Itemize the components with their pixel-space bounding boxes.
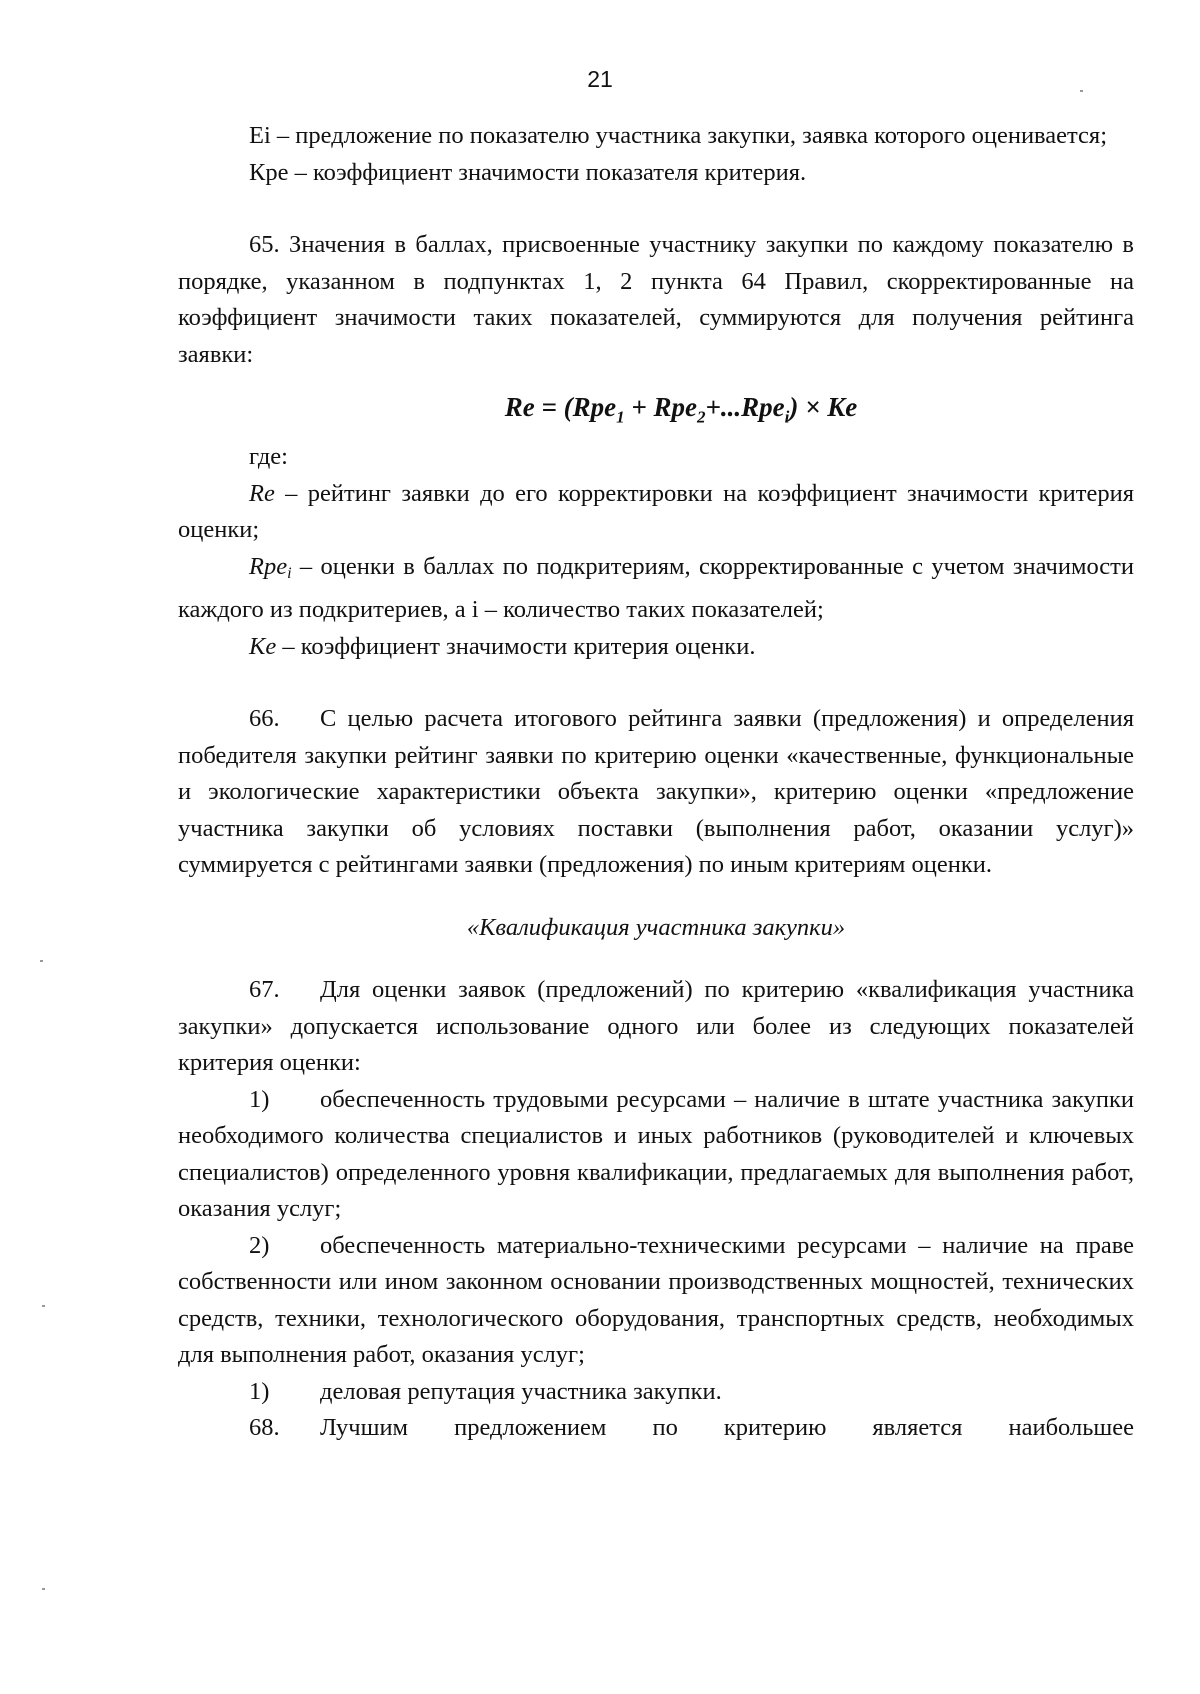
definition-ei <box>178 118 1134 155</box>
definition-text: – предложение по показателю участника закупки, заявка которого оценивается; <box>270 122 1108 149</box>
definition-ke <box>178 629 1134 666</box>
paragraph-66 <box>178 701 1134 884</box>
paragraph-67 <box>178 972 1134 1082</box>
list-item <box>178 1374 1134 1411</box>
scan-speck <box>40 960 43 962</box>
paragraph-number: 66. <box>249 705 280 733</box>
term: Rpe <box>249 552 288 580</box>
list-item <box>178 1228 1134 1374</box>
scan-speck <box>1080 90 1083 92</box>
page-number: 21 <box>587 66 613 92</box>
definition-kre <box>178 155 1134 192</box>
paragraph-text: С целью расчета итогового рейтинга заявки (предложения) и определения победителя закупки рейтинг заявки по критерию оценки «качественные, функциональные и экологические характеристики объекта закупки», критерию оценки «предложение участника закупки об условиях поставки (выполнения работ, оказании услуг)» суммируется с рейтингами заявки (предложения) по иным критериям оценки. <box>178 705 1134 879</box>
term-subscript: i <box>287 564 292 582</box>
list-number: 1) <box>249 1377 270 1405</box>
definition-text: – коэффициент значимости показателя критерия. <box>288 158 807 186</box>
scan-speck <box>42 1588 45 1590</box>
scan-speck <box>42 1305 45 1307</box>
paragraph-number: 68. <box>249 1414 280 1442</box>
list-item <box>178 1082 1134 1228</box>
list-text: обеспеченность материально-техническими ресурсами – наличие на праве собственности или ином законном основании производственных мощностей, технических средств, техники, технологического оборудования, транспортных средств, необходимых для выполнения работ, оказания услуг; <box>178 1231 1134 1369</box>
list-number: 1) <box>249 1085 270 1113</box>
term: Кре <box>249 158 289 186</box>
definition-text: – коэффициент значимости критерия оценки. <box>276 632 756 660</box>
definition-rpe <box>178 549 1134 629</box>
paragraph-65: 65. Значения в баллах, присвоенные участнику закупки по каждому показателю в порядке, указанном в подпунктах 1, 2 пункта 64 Правил, скорректированные на коэффициент значимости таких показателей, суммируются для получения рейтинга заявки: <box>178 231 1134 368</box>
term: Ei <box>249 122 271 149</box>
paragraph-text: Для оценки заявок (предложений) по критерию «квалификация участника закупки» допускается использование одного или более из следующих показателей критерия оценки: <box>178 976 1134 1077</box>
document-body <box>178 118 1134 1447</box>
paragraph-number: 67. <box>249 976 280 1004</box>
definition-text: – рейтинг заявки до его корректировки на коэффициент значимости критерия оценки; <box>178 479 1134 544</box>
definition-text: – оценки в баллах по подкритериям, скорректированные с учетом значимости каждого из подкритериев, а i – количество таких показателей; <box>178 552 1134 624</box>
paragraph-68 <box>178 1410 1134 1447</box>
formula: Re = (Rpe$_1$ + Rpe$_2$+...Rpe$_i$) × Ke <box>504 392 858 427</box>
list-number: 2) <box>249 1231 270 1259</box>
term: Ke <box>249 632 277 660</box>
paragraph-text: Лучшим предложением по критерию является наибольшее <box>320 1414 1134 1442</box>
definition-re <box>178 476 1134 549</box>
term: Re <box>249 479 275 507</box>
section-heading: «Квалификация участника закупки» <box>466 913 846 941</box>
list-text: деловая репутация участника закупки. <box>320 1377 722 1405</box>
where-label: где: <box>249 443 288 471</box>
list-text: обеспеченность трудовыми ресурсами – наличие в штате участника закупки необходимого количества специалистов и иных работников (руководителей и ключевых специалистов) определенного уровня квалификации, предлагаемых для выполнения работ, оказания услуг; <box>178 1085 1134 1223</box>
